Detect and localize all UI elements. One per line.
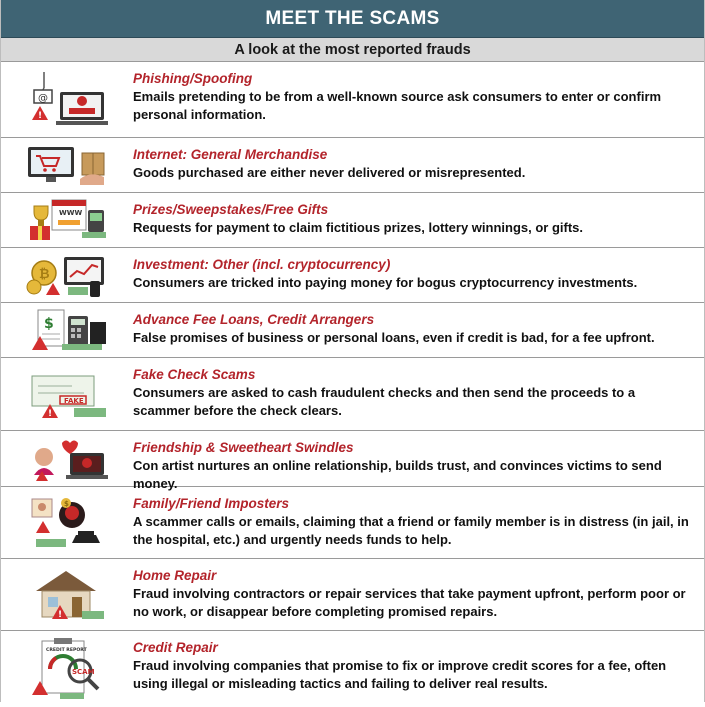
scam-row-investment xyxy=(1,248,704,303)
credit-report-label: CREDIT REPORT xyxy=(46,648,87,653)
svg-text:$: $ xyxy=(44,316,54,332)
prize-card-label: WWW xyxy=(59,209,83,217)
svg-text:!: ! xyxy=(58,609,63,620)
credit-report-icon xyxy=(1,631,133,707)
scam-description: False promises of business or personal loans, even if credit is bad, for a fee upfront. xyxy=(133,330,655,345)
fake-check-label: FAKE xyxy=(64,397,84,405)
fake-check-icon xyxy=(1,358,133,430)
prize-gift-icon xyxy=(1,193,133,247)
svg-text:!: ! xyxy=(38,110,43,121)
scam-name: Investment: Other (incl. cryptocurrency) xyxy=(133,257,391,272)
scam-name: Fake Check Scams xyxy=(133,367,256,382)
scam-description: Fraud involving companies that promise to fix or improve credit scores for a fee, often using illegal or misleading tactics and failing to deliver real results. xyxy=(133,658,667,691)
scam-name: Credit Repair xyxy=(133,640,218,655)
scam-row-credit-repair xyxy=(1,631,704,707)
scam-name: Prizes/Sweepstakes/Free Gifts xyxy=(133,202,329,217)
broken-heart-icon xyxy=(1,431,133,486)
page-title: MEET THE SCAMS xyxy=(1,0,704,38)
scam-name: Internet: General Merchandise xyxy=(133,147,328,162)
scam-row-sweetheart xyxy=(1,431,704,491)
svg-text:₿: ₿ xyxy=(39,267,50,282)
phishing-laptop-icon xyxy=(1,62,133,137)
scam-name: Family/Friend Imposters xyxy=(133,496,290,511)
scam-description: Con artist nurtures an online relationship, builds trust, and convinces victims to send money. xyxy=(133,458,662,491)
svg-text:$: $ xyxy=(64,499,69,508)
scam-row-home-repair xyxy=(1,559,704,631)
scam-stamp-label: SCAM xyxy=(72,668,95,676)
house-repair-icon xyxy=(1,559,133,630)
crypto-coins-icon xyxy=(1,248,133,302)
page-subtitle: A look at the most reported frauds xyxy=(1,38,704,62)
scam-name: Home Repair xyxy=(133,568,217,583)
scam-description: Fraud involving contractors or repair services that take payment upfront, perform poor or no work, or disappear before completing promised repairs. xyxy=(133,586,686,619)
scam-description: A scammer calls or emails, claiming that a friend or family member is in distress (in jail, in the hospital, etc.) and urgently needs funds to help. xyxy=(133,514,689,547)
scam-row-fake-check xyxy=(1,358,704,431)
scam-row-internet-merchandise xyxy=(1,138,704,193)
scam-row-prizes xyxy=(1,193,704,248)
online-shopping-icon xyxy=(1,138,133,192)
loan-calculator-icon xyxy=(1,303,133,357)
svg-text:!: ! xyxy=(48,409,53,419)
scam-row-phishing xyxy=(1,62,704,138)
scam-row-advance-fee-loans xyxy=(1,303,704,358)
scam-name: Phishing/Spoofing xyxy=(133,71,253,86)
svg-text:@: @ xyxy=(38,92,48,104)
scam-row-imposters xyxy=(1,487,704,559)
scam-description: Emails pretending to be from a well-known source ask consumers to enter or confirm personal information. xyxy=(133,89,662,122)
imposter-phone-icon xyxy=(1,487,133,558)
scam-name: Advance Fee Loans, Credit Arrangers xyxy=(133,312,375,327)
scam-description: Requests for payment to claim fictitious prizes, lottery winnings, or gifts. xyxy=(133,220,584,235)
scam-description: Goods purchased are either never delivered or misrepresented. xyxy=(133,165,526,180)
scam-name: Friendship & Sweetheart Swindles xyxy=(133,440,354,455)
scam-description: Consumers are asked to cash fraudulent checks and then send the proceeds to a scammer before the check clears. xyxy=(133,385,636,418)
scam-description: Consumers are tricked into paying money for bogus cryptocurrency investments. xyxy=(133,275,638,290)
